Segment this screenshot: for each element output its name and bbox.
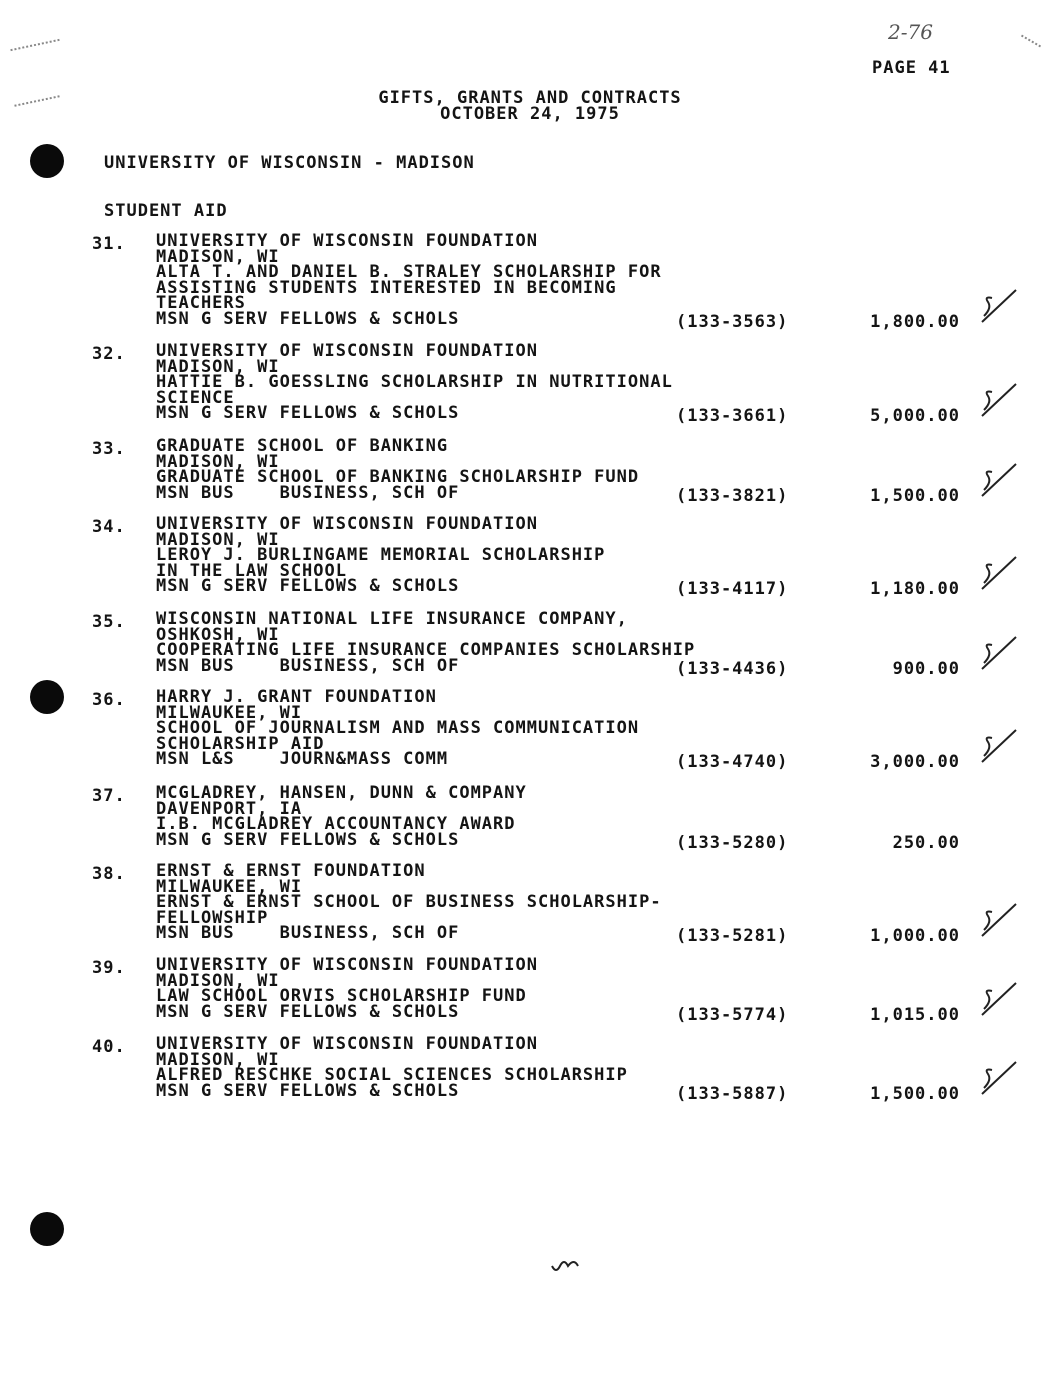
entry-line: LAW SCHOOL ORVIS SCHOLARSHIP FUND (156, 986, 527, 1007)
entry-line: MSN BUS BUSINESS, SCH OF (156, 482, 460, 503)
entry-line: LEROY J. BURLINGAME MEMORIAL SCHOLARSHIP (156, 545, 606, 566)
account-number: (133-5887) (676, 1083, 789, 1104)
entry-line: UNIVERSITY OF WISCONSIN FOUNDATION (156, 341, 538, 361)
amount: 1,180.00 (870, 579, 960, 600)
entry-line: MADISON, WI (156, 246, 280, 267)
account-number: (133-5281) (676, 926, 789, 947)
entry-line: UNIVERSITY OF WISCONSIN FOUNDATION (156, 231, 538, 251)
handwritten-check-mark (978, 380, 1022, 420)
entry-line: SCIENCE (156, 387, 235, 408)
account-number: (133-4740) (676, 752, 789, 773)
amount: 1,500.00 (870, 485, 960, 506)
account-number: (133-3563) (676, 312, 789, 332)
entry-line: ALFRED RESCHKE SOCIAL SCIENCES SCHOLARSHIP (156, 1065, 628, 1086)
handwritten-check-mark (978, 900, 1022, 940)
handwritten-check-mark (978, 286, 1022, 326)
handwritten-mark (548, 1252, 588, 1278)
entry-number: 40. (92, 1037, 126, 1057)
entry-line: HATTIE B. GOESSLING SCHOLARSHIP IN NUTRITIONAL (156, 372, 673, 393)
entry-line: OSHKOSH, WI (156, 624, 280, 645)
entry-line: MSN G SERV FELLOWS & SCHOLS (156, 576, 460, 597)
entry-line: MSN G SERV FELLOWS & SCHOLS (156, 308, 460, 329)
entry-number: 34. (92, 517, 126, 537)
entry-number: 39. (92, 958, 126, 978)
entry-line: MILWAUKEE, WI (156, 702, 303, 723)
entry-line: UNIVERSITY OF WISCONSIN FOUNDATION (156, 514, 538, 534)
amount: 3,000.00 (870, 752, 960, 773)
handwritten-note: 2-76 (888, 20, 933, 44)
entry-line: MSN G SERV FELLOWS & SCHOLS (156, 1001, 460, 1022)
punch-hole-top (30, 144, 64, 178)
amount: 1,015.00 (870, 1004, 960, 1025)
entry-line: MSN BUS BUSINESS, SCH OF (156, 655, 460, 676)
entry-line: HARRY J. GRANT FOUNDATION (156, 687, 437, 707)
entry-number: 35. (92, 612, 126, 632)
report-date: OCTOBER 24, 1975 (440, 104, 620, 124)
entry-number: 31. (92, 234, 126, 254)
entry-line: COOPERATING LIFE INSURANCE COMPANIES SCHOLARSHIP (156, 640, 696, 661)
account-number: (133-3661) (676, 406, 789, 427)
page-number: PAGE 41 (872, 58, 951, 78)
entry-line: ALTA T. AND DANIEL B. STRALEY SCHOLARSHIP FOR (156, 262, 662, 283)
handwritten-check-mark (978, 726, 1022, 766)
account-number: (133-5774) (676, 1004, 789, 1025)
entry-line: GRADUATE SCHOOL OF BANKING (156, 436, 449, 456)
entry-line: TEACHERS (156, 293, 246, 314)
entry-line: MADISON, WI (156, 529, 280, 550)
entry-line: MADISON, WI (156, 1049, 280, 1070)
entry-line: DAVENPORT, IA (156, 798, 303, 819)
entry-line: FELLOWSHIP (156, 907, 269, 928)
account-number: (133-4117) (676, 579, 789, 600)
entry-number: 37. (92, 786, 126, 806)
handwritten-check-mark (978, 460, 1022, 500)
entry-line: UNIVERSITY OF WISCONSIN FOUNDATION (156, 1034, 538, 1054)
account-number: (133-5280) (676, 832, 789, 853)
entry-line: I.B. MCGLADREY ACCOUNTANCY AWARD (156, 814, 516, 835)
entry-number: 38. (92, 864, 126, 884)
amount: 1,800.00 (870, 312, 960, 332)
report-title: GIFTS, GRANTS AND CONTRACTS (378, 88, 682, 108)
punch-hole-middle (30, 680, 64, 714)
entry-line: ASSISTING STUDENTS INTERESTED IN BECOMING (156, 277, 617, 298)
account-number: (133-4436) (676, 658, 789, 679)
handwritten-check-mark (978, 633, 1022, 673)
institution-heading: UNIVERSITY OF WISCONSIN - MADISON (104, 153, 475, 173)
entry-line: MADISON, WI (156, 970, 280, 991)
entry-line: MADISON, WI (156, 356, 280, 377)
handwritten-check-mark (978, 979, 1022, 1019)
handwritten-check-mark (978, 1058, 1022, 1098)
entry-line: MADISON, WI (156, 451, 280, 472)
entry-line: SCHOOL OF JOURNALISM AND MASS COMMUNICATION (156, 718, 640, 739)
entry-line: UNIVERSITY OF WISCONSIN FOUNDATION (156, 955, 538, 975)
entry-line: MILWAUKEE, WI (156, 876, 303, 897)
entry-line: IN THE LAW SCHOOL (156, 560, 347, 581)
entry-line: MSN G SERV FELLOWS & SCHOLS (156, 403, 460, 424)
entry-number: 32. (92, 344, 126, 364)
entry-number: 33. (92, 439, 126, 459)
scan-edge-mark (10, 39, 59, 51)
entry-line: MSN G SERV FELLOWS & SCHOLS (156, 1080, 460, 1101)
punch-hole-bottom (30, 1212, 64, 1246)
amount: 1,500.00 (870, 1083, 960, 1104)
amount: 900.00 (892, 658, 960, 679)
entry-line: MSN L&S JOURN&MASS COMM (156, 749, 449, 770)
amount: 1,000.00 (870, 926, 960, 947)
entry-line: MCGLADREY, HANSEN, DUNN & COMPANY (156, 783, 527, 803)
amount: 250.00 (892, 832, 960, 853)
handwritten-check-mark (978, 553, 1022, 593)
entry-line: MSN BUS BUSINESS, SCH OF (156, 923, 460, 944)
section-heading: STUDENT AID (104, 201, 228, 221)
account-number: (133-3821) (676, 485, 789, 506)
entry-line: ERNST & ERNST FOUNDATION (156, 861, 426, 881)
entry-number: 36. (92, 690, 126, 710)
entry-line: GRADUATE SCHOOL OF BANKING SCHOLARSHIP FUND (156, 467, 640, 488)
scan-edge-mark (14, 95, 59, 107)
entry-line: WISCONSIN NATIONAL LIFE INSURANCE COMPANY, (156, 609, 628, 629)
scan-edge-mark (1021, 35, 1041, 48)
entry-line: SCHOLARSHIP AID (156, 733, 325, 754)
entry-line: MSN G SERV FELLOWS & SCHOLS (156, 829, 460, 850)
amount: 5,000.00 (870, 406, 960, 427)
entry-line: ERNST & ERNST SCHOOL OF BUSINESS SCHOLARSHIP- (156, 892, 662, 913)
